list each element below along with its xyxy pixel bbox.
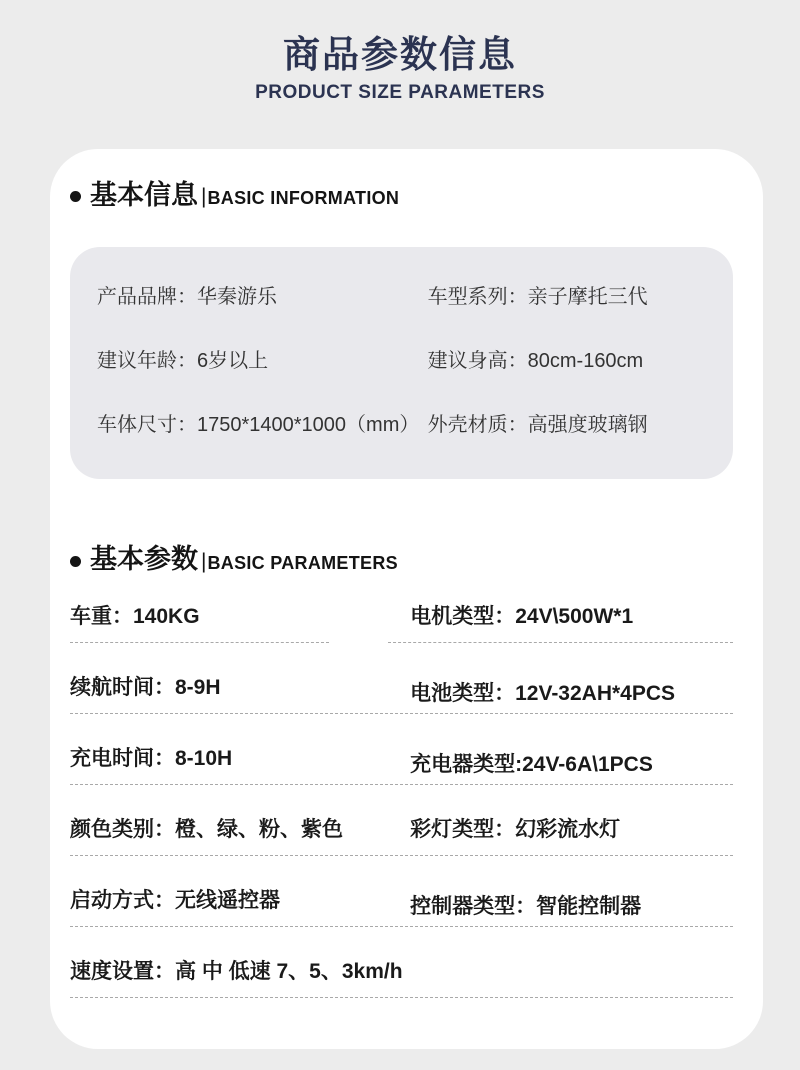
info-row	[97, 283, 715, 311]
info-row	[97, 411, 715, 439]
basic-info-heading	[70, 179, 733, 211]
page-title: 商品参数信息	[283, 34, 517, 75]
info-cell-series: 车型系列：亲子摩托三代	[427, 286, 648, 309]
param-row-color-light	[70, 815, 733, 856]
basic-info-panel	[70, 247, 733, 479]
param-motor-type: 电机类型：24V\500W*1	[388, 602, 733, 643]
param-speed-settings: 速度设置：高 中 低速 7、5、3km/h	[70, 959, 403, 983]
param-row-endurance-battery	[70, 673, 733, 714]
param-light-type: 彩灯类型：幻彩流水灯	[410, 817, 621, 841]
bullet-icon	[70, 191, 81, 202]
info-cell-height: 建议身高：80cm-160cm	[427, 350, 644, 373]
info-cell-material: 外壳材质：高强度玻璃钢	[427, 414, 648, 437]
param-charge-time: 充电时间：8-10H	[70, 746, 233, 770]
param-charger-type: 充电器类型:24V-6A\1PCS	[410, 752, 653, 776]
param-row-weight-motor	[70, 602, 733, 643]
info-cell-brand: 产品品牌：华秦游乐	[97, 286, 277, 309]
info-cell-age: 建议年龄：6岁以上	[97, 350, 269, 373]
heading-separator: |	[201, 185, 207, 209]
basic-info-heading-en: BASIC INFORMATION	[207, 188, 400, 209]
info-row	[97, 347, 715, 375]
info-cell-size: 车体尺寸：1750*1400*1000（mm）	[97, 414, 420, 437]
basic-params-heading	[70, 543, 733, 575]
param-color-options: 颜色类别：橙、绿、粉、紫色	[70, 817, 343, 841]
parameters-card	[50, 149, 763, 1049]
param-endurance: 续航时间：8-9H	[70, 675, 221, 699]
param-row-charge-charger	[70, 744, 733, 785]
basic-params-heading-en: BASIC PARAMETERS	[207, 552, 398, 573]
param-row-speed	[70, 957, 733, 998]
page-header	[0, 0, 800, 104]
heading-separator: |	[201, 549, 207, 573]
page-subtitle: PRODUCT SIZE PARAMETERS	[255, 82, 545, 103]
param-weight: 车重：140KG	[70, 602, 329, 643]
param-row-start-controller	[70, 886, 733, 927]
bullet-icon	[70, 556, 81, 567]
param-battery-type: 电池类型：12V-32AH*4PCS	[410, 681, 676, 705]
basic-params-heading-zh: 基本参数	[90, 544, 198, 575]
params-list	[70, 602, 733, 998]
basic-info-heading-zh: 基本信息	[90, 180, 198, 210]
param-controller-type: 控制器类型：智能控制器	[410, 894, 642, 918]
param-start-mode: 启动方式：无线遥控器	[70, 888, 280, 912]
